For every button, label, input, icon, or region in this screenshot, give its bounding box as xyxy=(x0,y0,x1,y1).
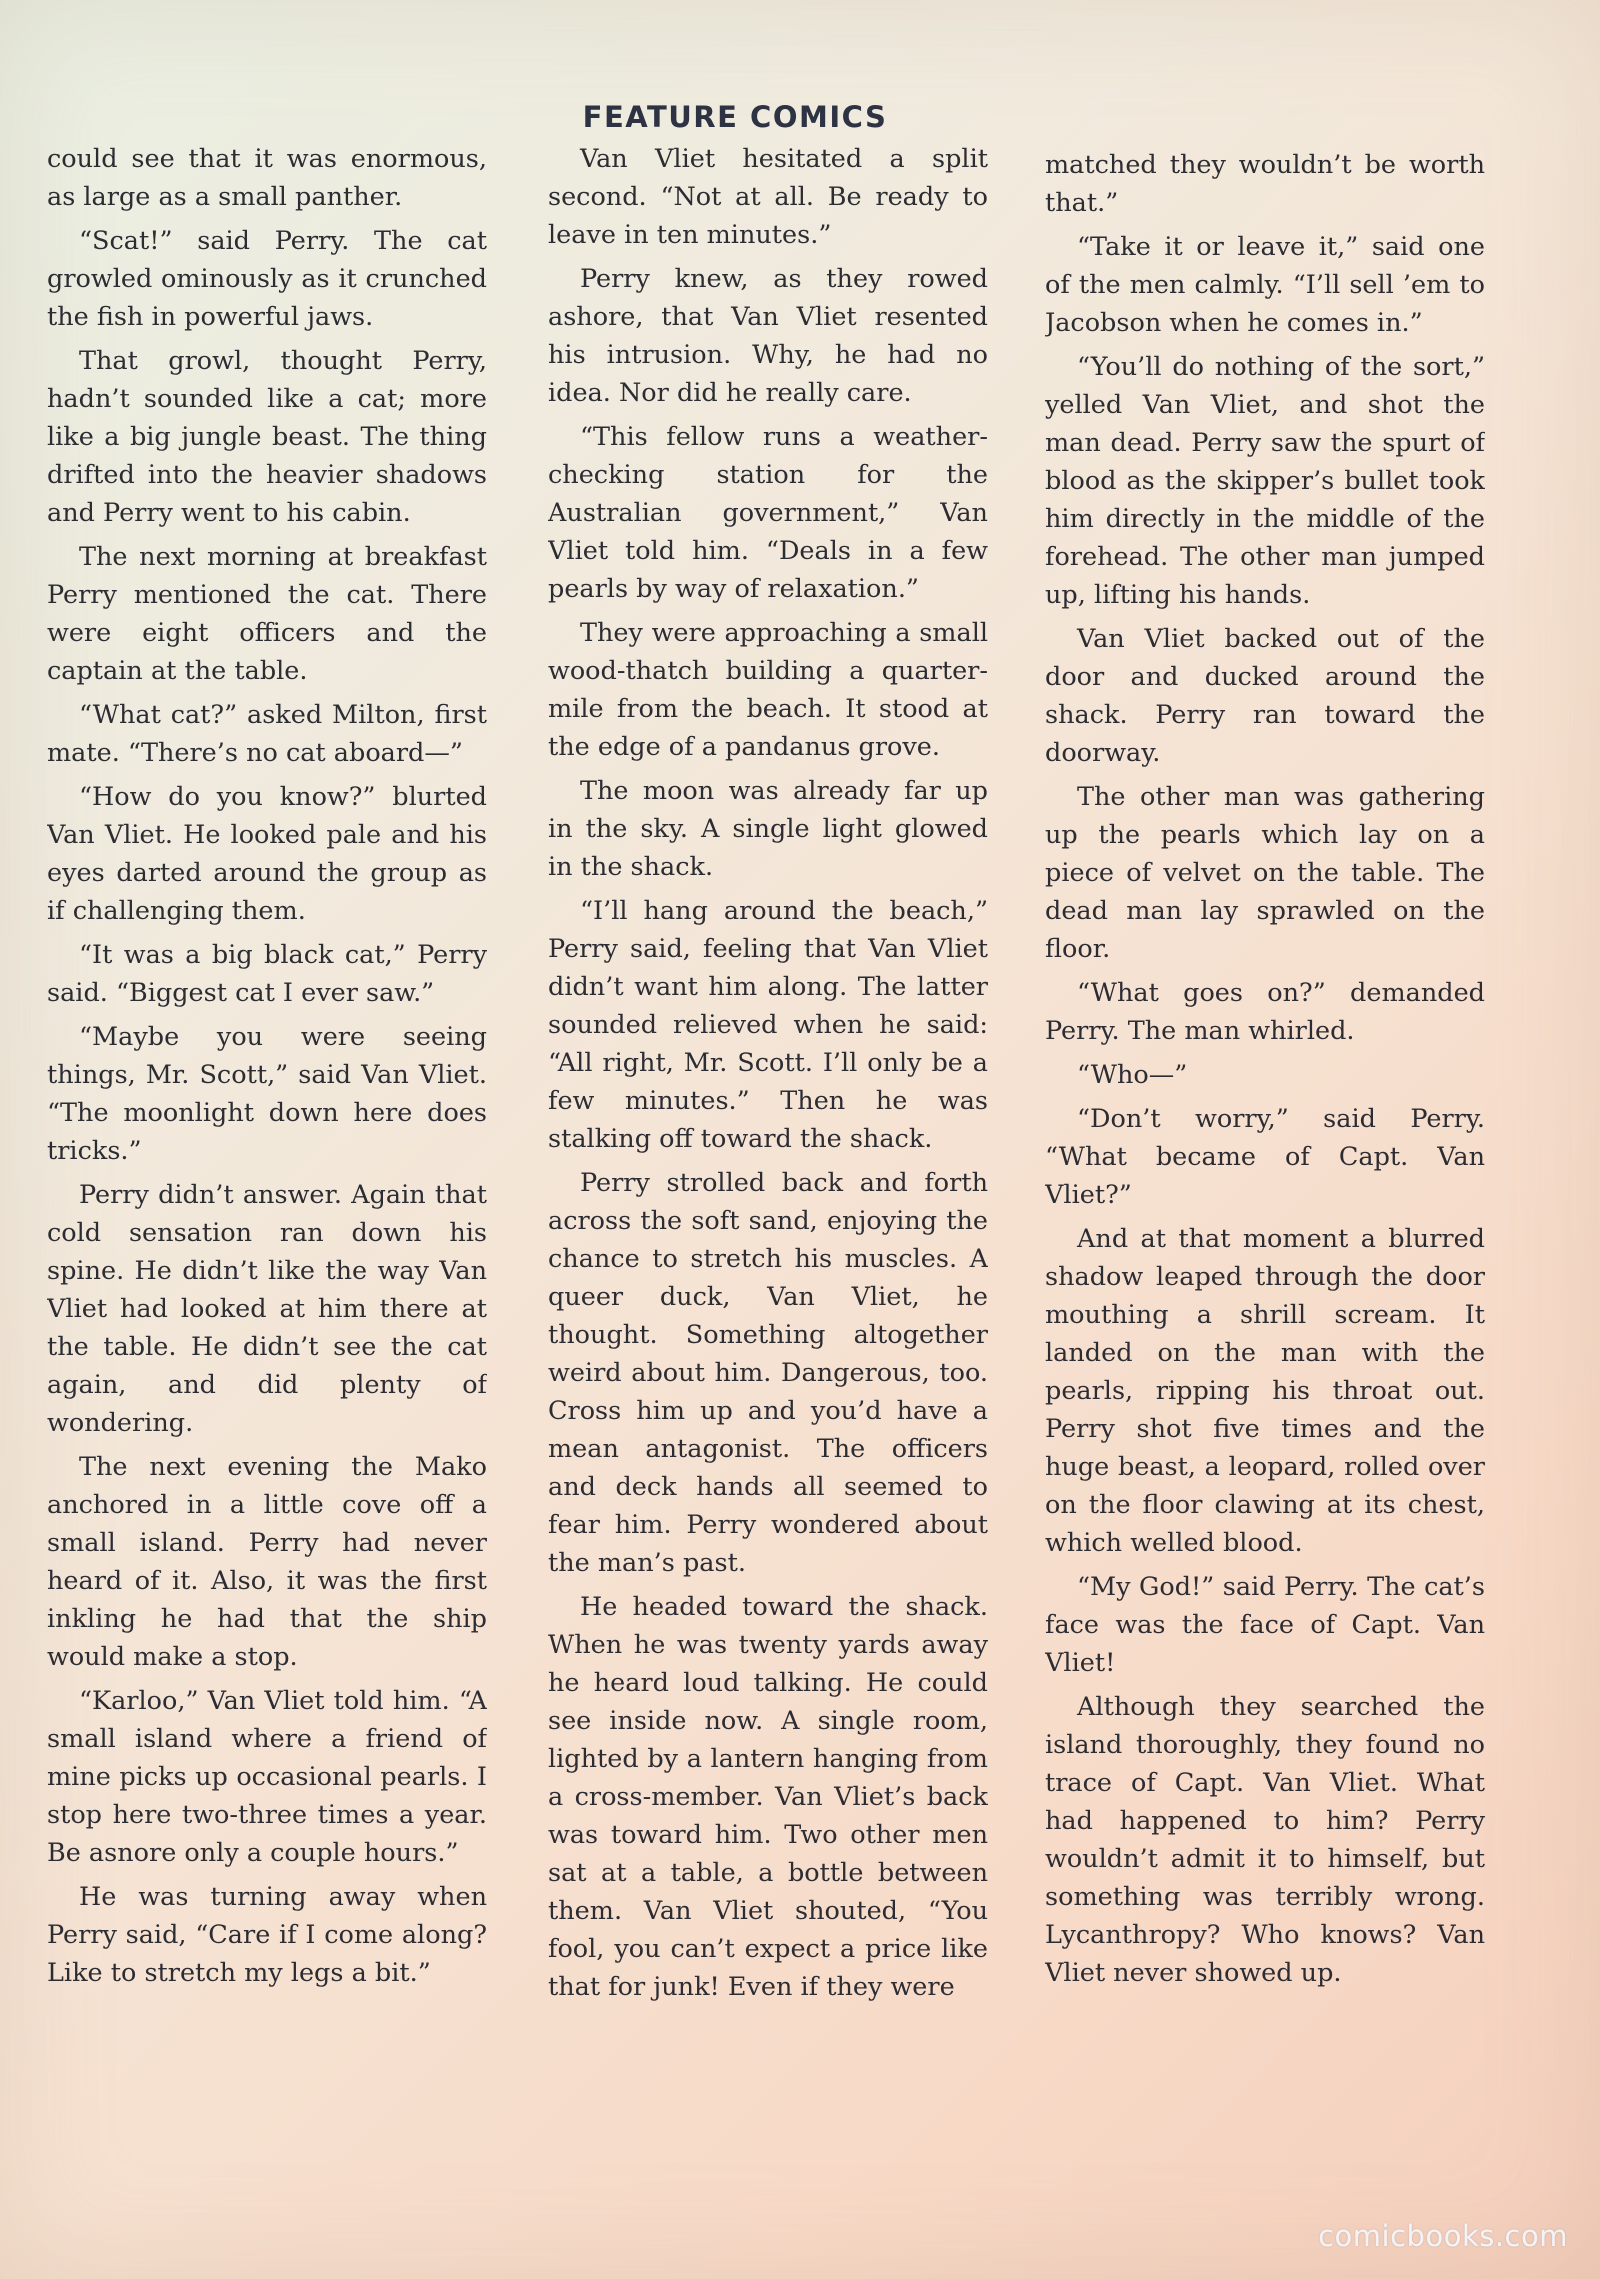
paragraph: “This fellow runs a weather-checking station for the Australian government,” Van Vliet told him. “Deals in a few pearls by way of relaxation.” xyxy=(548,422,988,604)
page-header: FEATURE COMICS xyxy=(582,100,888,134)
paragraph: “Who—” xyxy=(1077,1060,1188,1090)
paragraph: And at that moment a blurred shadow leaped through the door mouthing a shrill scream. It landed on the man with the pearls, ripping his throat out. Perry shot five times and the huge beast, a leopard, rolled over on the floor clawing at its chest, which welled blood. xyxy=(1045,1224,1485,1558)
paragraph: Although they searched the island thoroughly, they found no trace of Capt. Van Vliet. What had happened to him? Perry wouldn’t admit it to himself, but something was terribly wrong. Lycanthropy? Who knows? Van Vliet never showed up. xyxy=(1045,1692,1485,1988)
paragraph: The moon was already far up in the sky. A single light glowed in the shack. xyxy=(548,776,988,882)
paragraph: “How do you know?” blurted Van Vliet. He looked pale and his eyes darted around the group as if challenging them. xyxy=(47,782,487,926)
text-column-1 xyxy=(47,140,487,2160)
site-watermark: comicbooks.com xyxy=(1318,2219,1568,2253)
paragraph: The other man was gathering up the pearls which lay on a piece of velvet on the table. The dead man lay sprawled on the floor. xyxy=(1045,782,1485,964)
paragraph: matched they wouldn’t be worth that.” xyxy=(1045,150,1485,218)
paragraph: Perry knew, as they rowed ashore, that Van Vliet resented his intrusion. Why, he had no idea. Nor did he really care. xyxy=(548,264,988,408)
paragraph: “Don’t worry,” said Perry. “What became of Capt. Van Vliet?” xyxy=(1045,1104,1485,1210)
paragraph: The next morning at breakfast Perry mentioned the cat. There were eight officers and the captain at the table. xyxy=(47,542,487,686)
text-column-2 xyxy=(548,140,988,2160)
paragraph: They were approaching a small wood-thatch building a quarter-mile from the beach. It stood at the edge of a pandanus grove. xyxy=(548,618,988,762)
paragraph: could see that it was enormous, as large as a small panther. xyxy=(47,144,487,212)
paragraph: “What cat?” asked Milton, first mate. “There’s no cat aboard—” xyxy=(47,700,487,768)
paragraph: “Scat!” said Perry. The cat growled ominously as it crunched the fish in powerful jaws. xyxy=(47,226,487,332)
paragraph: “Maybe you were seeing things, Mr. Scott,” said Van Vliet. “The moonlight down here does tricks.” xyxy=(47,1022,487,1166)
paragraph: “I’ll hang around the beach,” Perry said, feeling that Van Vliet didn’t want him along. The latter sounded relieved when he said: “All right, Mr. Scott. I’ll only be a few minutes.” Then he was stalking off toward the shack. xyxy=(548,896,988,1154)
text-column-3 xyxy=(1045,146,1485,2166)
paragraph: Van Vliet backed out of the door and ducked around the shack. Perry ran toward the doorway. xyxy=(1045,624,1485,768)
paragraph: Perry didn’t answer. Again that cold sensation ran down his spine. He didn’t like the way Van Vliet had looked at him there at the table. He didn’t see the cat again, and did plenty of wondering. xyxy=(47,1180,487,1438)
paragraph: “What goes on?” demanded Perry. The man whirled. xyxy=(1045,978,1485,1046)
paragraph: “Take it or leave it,” said one of the men calmly. “I’ll sell ’em to Jacobson when he comes in.” xyxy=(1045,232,1485,338)
paragraph: The next evening the Mako anchored in a little cove off a small island. Perry had never heard of it. Also, it was the first inkling he had that the ship would make a stop. xyxy=(47,1452,487,1672)
paragraph: “It was a big black cat,” Perry said. “Biggest cat I ever saw.” xyxy=(47,940,487,1008)
paragraph: “You’ll do nothing of the sort,” yelled Van Vliet, and shot the man dead. Perry saw the spurt of blood as the skipper’s bullet took him directly in the middle of the forehead. The other man jumped up, lifting his hands. xyxy=(1045,352,1485,610)
paragraph: He was turning away when Perry said, “Care if I come along? Like to stretch my legs a bit.” xyxy=(47,1882,487,1988)
paragraph: Van Vliet hesitated a split second. “Not at all. Be ready to leave in ten minutes.” xyxy=(548,144,988,250)
paragraph: “My God!” said Perry. The cat’s face was the face of Capt. Van Vliet! xyxy=(1045,1572,1485,1678)
paragraph: That growl, thought Perry, hadn’t sounded like a cat; more like a big jungle beast. The thing drifted into the heavier shadows and Perry went to his cabin. xyxy=(47,346,487,528)
paragraph: He headed toward the shack. When he was twenty yards away he heard loud talking. He could see inside now. A single room, lighted by a lantern hanging from a cross-member. Van Vliet’s back was toward him. Two other men sat at a table, a bottle between them. Van Vliet shouted, “You fool, you can’t expect a price like that for junk! Even if they were xyxy=(548,1592,988,2002)
paragraph: Perry strolled back and forth across the soft sand, enjoying the chance to stretch his muscles. A queer duck, Van Vliet, he thought. Something altogether weird about him. Dangerous, too. Cross him up and you’d have a mean antagonist. The officers and deck hands all seemed to fear him. Perry wondered about the man’s past. xyxy=(548,1168,988,1578)
paragraph: “Karloo,” Van Vliet told him. “A small island where a friend of mine picks up occasional pearls. I stop here two-three times a year. Be asnore only a couple hours.” xyxy=(47,1686,487,1868)
